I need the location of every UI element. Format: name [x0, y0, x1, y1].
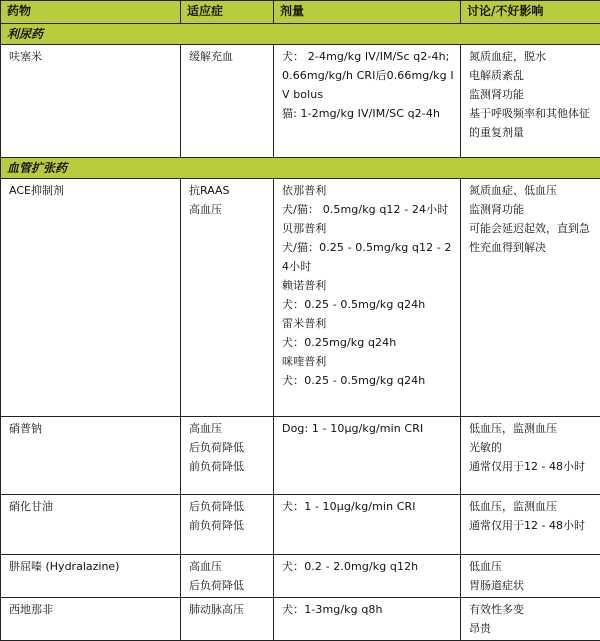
- dose-cell: 犬：0.2 - 2.0mg/kg q12h: [274, 555, 461, 598]
- header-notes: 讨论/不好影响: [461, 1, 600, 24]
- dose-cell: Dog: 1 - 10μg/kg/min CRI: [274, 417, 461, 495]
- indication-cell: 抗RAAS 高血压: [181, 179, 274, 417]
- drug-name: 呋塞米: [1, 45, 181, 158]
- header-row: [1, 1, 600, 24]
- drug-name: 肼屈嗪 (Hydralazine): [1, 555, 181, 598]
- notes-cell: 低血压，监测血压 通常仅用于12 - 48小时: [461, 495, 600, 555]
- section-title: 血管扩张药: [1, 158, 600, 179]
- table-row: [1, 598, 600, 641]
- section-row-diuretics: [1, 24, 600, 45]
- table-row: [1, 417, 600, 495]
- notes-cell: 氮质血症，脱水 电解质紊乱 监测肾功能 基于呼吸频率和其他体征的重复剂量: [461, 45, 600, 158]
- drug-name: 硝化甘油: [1, 495, 181, 555]
- notes-cell: 低血压 胃肠道症状: [461, 555, 600, 598]
- dose-cell: 依那普利 犬/猫： 0.5mg/kg q12 - 24小时 贝那普利 犬/猫：0.25 - 0.5mg/kg q12 - 24小时 赖诺普利 犬：0.25 - 0.5mg/kg q24h 雷米普利 犬：0.25mg/kg q24h 咪喹普利 犬：0.25 - 0.5mg/kg q24h: [274, 179, 461, 417]
- drug-name: ACE抑制剂: [1, 179, 181, 417]
- header-drug: 药物: [1, 1, 181, 24]
- header-indication: 适应症: [181, 1, 274, 24]
- indication-cell: 高血压 后负荷降低 前负荷降低: [181, 417, 274, 495]
- indication-cell: 肺动脉高压: [181, 598, 274, 641]
- indication-cell: 高血压 后负荷降低: [181, 555, 274, 598]
- notes-cell: 低血压，监测血压 光敏的 通常仅用于12 - 48小时: [461, 417, 600, 495]
- notes-cell: 氮质血症、低血压 监测肾功能 可能会延迟起效，直到急性充血得到解决: [461, 179, 600, 417]
- dose-cell: 犬： 2-4mg/kg IV/IM/Sc q2-4h; 0.66mg/kg/h CRI后0.66mg/kg IV bolus 猫: 1-2mg/kg IV/IM/SC q2-4h: [274, 45, 461, 158]
- section-title: 利尿药: [1, 24, 600, 45]
- dose-cell: 犬：1 - 10μg/kg/min CRI: [274, 495, 461, 555]
- drug-name: 西地那非: [1, 598, 181, 641]
- dose-cell: 犬：1-3mg/kg q8h: [274, 598, 461, 641]
- table-row: [1, 555, 600, 598]
- indication-cell: 后负荷降低 前负荷降低: [181, 495, 274, 555]
- table-row: [1, 179, 600, 417]
- drug-name: 硝普钠: [1, 417, 181, 495]
- table-row: [1, 495, 600, 555]
- notes-cell: 有效性多变 昂贵: [461, 598, 600, 641]
- table-row: [1, 45, 600, 158]
- header-dose: 剂量: [274, 1, 461, 24]
- indication-cell: 缓解充血: [181, 45, 274, 158]
- section-row-vasodilators: [1, 158, 600, 179]
